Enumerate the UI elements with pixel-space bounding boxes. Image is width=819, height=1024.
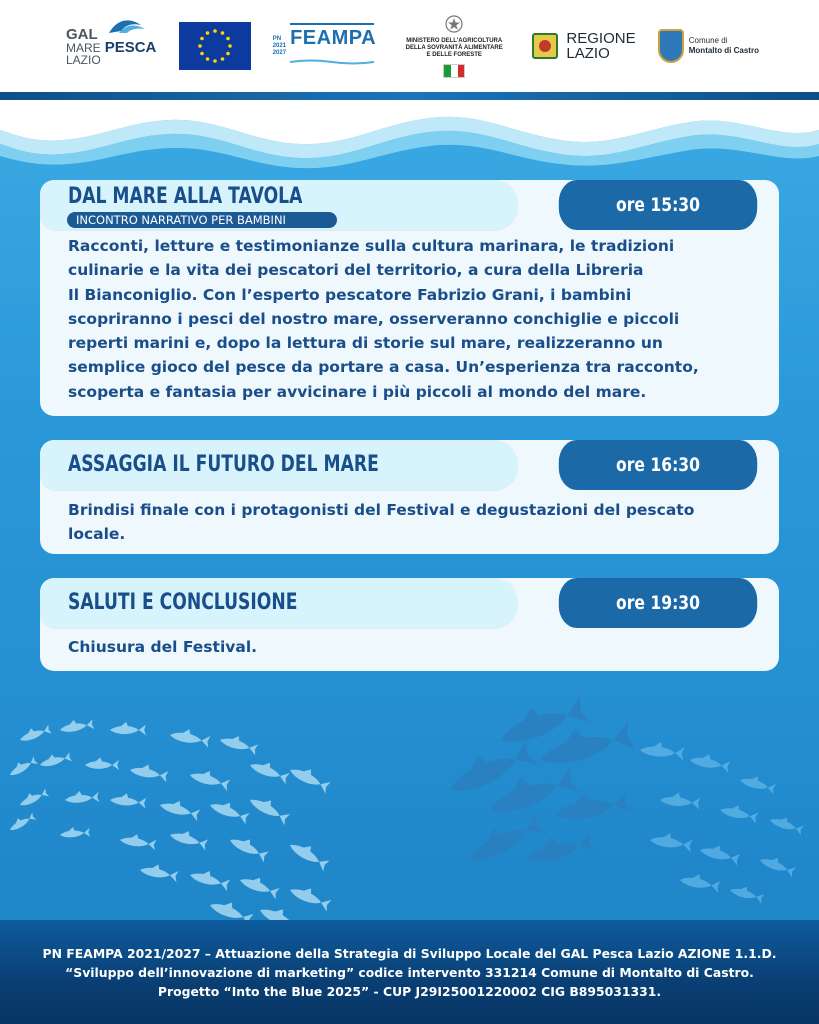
- fish-icon: [729, 883, 765, 904]
- footer-line-3: Progetto “Into the Blue 2025” - CUP J29I25001220002 CIG B895031331.: [157, 983, 662, 999]
- event-1-line: scoperta e fantasia per avvicinare i più piccoli al mondo del mare.: [68, 382, 647, 401]
- event-1-line: scopriranno i pesci del nostro mare, osserveranno conchiglie e piccoli: [68, 309, 680, 328]
- fish-icon: [17, 786, 49, 809]
- event-card-1: [40, 180, 779, 416]
- eu-star-icon: [226, 52, 230, 56]
- gal-line3: LAZIO: [66, 52, 101, 67]
- fish-icon: [238, 872, 281, 900]
- event-1-title: DAL MARE ALLA TAVOLA: [68, 184, 303, 209]
- eu-star-icon: [205, 31, 209, 35]
- eu-star-icon: [200, 37, 204, 41]
- fish-icon: [18, 722, 52, 744]
- comune-line2: Montalto di Castro: [688, 46, 759, 55]
- eu-star-icon: [220, 57, 224, 61]
- funding-footer: [0, 920, 819, 1024]
- fish-icon: [59, 826, 90, 840]
- fish-icon: [7, 811, 36, 834]
- gal-pesca-label: PESCA: [104, 38, 157, 56]
- feampa-years-mid: 2021: [272, 42, 287, 49]
- fish-icon: [288, 881, 333, 911]
- fish-icon: [110, 792, 147, 809]
- fish-icon: [287, 837, 331, 872]
- fish-icon: [287, 761, 332, 793]
- gal-pesca-logo: [66, 27, 156, 66]
- event-3-title: SALUTI E CONCLUSIONE: [68, 590, 298, 615]
- fish-icon: [208, 797, 251, 825]
- ministero-logo: [398, 14, 510, 78]
- italian-emblem-icon: [444, 14, 464, 34]
- event-1-description: [68, 234, 745, 404]
- event-3-time: ore 19:30: [559, 578, 757, 628]
- fish-icon: [59, 717, 95, 735]
- fish-icon: [219, 732, 259, 756]
- gal-line1: GAL: [66, 25, 98, 43]
- fish-icon: [169, 726, 211, 748]
- event-3-line: Chiusura del Festival.: [68, 638, 258, 656]
- fish-icon: [659, 791, 700, 809]
- gal-line2: MARE: [66, 40, 101, 55]
- eu-star-icon: [226, 37, 230, 41]
- eu-star-icon: [205, 57, 209, 61]
- feampa-logo: [273, 23, 376, 69]
- event-2-line: locale.: [68, 525, 126, 544]
- fish-icon: [247, 792, 291, 826]
- fish-icon: [552, 785, 631, 826]
- fish-icon: [649, 831, 693, 852]
- regione-line2: LAZIO: [566, 45, 610, 62]
- eu-star-icon: [220, 31, 224, 35]
- fish-icon: [768, 813, 804, 836]
- footer-line-1: PN FEAMPA 2021/2027 – Attuazione della Strategia di Sviluppo Locale del GAL Pesca Lazio AZIONE 1.1.D.: [42, 945, 777, 961]
- event-card-3: [40, 578, 779, 671]
- event-2-description: [68, 498, 745, 547]
- event-1-line: Il Bianconiglio. Con l’esperto pescatore Fabrizio Grani, i bambini: [68, 285, 632, 304]
- fish-icon: [639, 740, 684, 760]
- event-card-2: [40, 440, 779, 554]
- eu-flag-icon: [179, 22, 251, 70]
- italian-flag-icon: [443, 64, 465, 78]
- event-3-description: [68, 635, 745, 659]
- event-1-line: culinarie e la vita dei pescatori del territorio, a cura della Libreria: [68, 261, 644, 280]
- eu-star-icon: [200, 52, 204, 56]
- fish-icon: [188, 766, 231, 791]
- fish-icon: [169, 827, 209, 851]
- comune-line1: Comune di: [688, 36, 728, 45]
- feampa-wave-icon: [290, 59, 374, 65]
- fish-icon: [679, 871, 721, 893]
- ministero-line1: MINISTERO DELL'AGRICOLTURA: [406, 38, 503, 44]
- regione-line1: REGIONE: [566, 30, 636, 47]
- comune-crest-icon: [658, 29, 684, 63]
- fish-icon: [699, 841, 741, 865]
- event-1-line: Racconti, letture e testimonianze sulla cultura marinara, le tradizioni: [68, 237, 675, 255]
- fish-icon: [188, 866, 231, 891]
- feampa-years-top: PN: [272, 35, 282, 42]
- eu-star-icon: [213, 59, 217, 63]
- fish-icon: [208, 896, 255, 920]
- event-2-line: Brindisi finale con i protagonisti del Festival e degustazioni del pescato: [68, 501, 695, 519]
- fish-icon: [85, 757, 119, 770]
- eu-star-icon: [228, 44, 232, 48]
- event-1-time: ore 15:30: [559, 180, 757, 230]
- event-2-time: ore 16:30: [559, 440, 757, 490]
- fish-icon: [248, 757, 291, 785]
- fish-icon: [521, 827, 595, 870]
- ministero-line2: DELLA SOVRANITÀ ALIMENTARE: [405, 45, 503, 51]
- regione-lazio-logo: [532, 31, 635, 61]
- ministero-line3: E DELLE FORESTE: [426, 52, 482, 58]
- event-2-title: ASSAGGIA IL FUTURO DEL MARE: [68, 452, 379, 477]
- fish-icon: [7, 754, 39, 779]
- fish-icon: [158, 796, 201, 821]
- fish-icon: [64, 789, 99, 805]
- fish-icon: [739, 772, 777, 794]
- fish-icon: [38, 750, 72, 770]
- regione-crest-icon: [532, 33, 558, 59]
- footer-line-2: “Sviluppo dell’innovazione di marketing” codice intervento 331214 Comune di Montalto di Castro.: [65, 964, 754, 980]
- event-1-subtitle: INCONTRO NARRATIVO PER BAMBINI: [67, 212, 337, 228]
- fish-icon: [719, 802, 759, 824]
- fish-icon: [689, 751, 731, 773]
- header-divider: [0, 92, 819, 100]
- feampa-name: FEAMPA: [290, 27, 377, 49]
- fish-icon: [257, 901, 306, 920]
- feampa-years-bot: 2027: [272, 49, 287, 56]
- fish-icon: [758, 852, 796, 877]
- fish-icon: [139, 862, 179, 883]
- comune-logo: [658, 29, 759, 63]
- fish-icon: [119, 832, 157, 850]
- fish-icon: [129, 762, 169, 783]
- eu-star-icon: [213, 29, 217, 33]
- fish-icon: [227, 832, 270, 862]
- wave-logo-icon: [107, 15, 147, 37]
- event-1-line: semplice gioco del pesce da portare a casa. Un’esperienza tra racconto,: [68, 358, 699, 377]
- logo-bar: [0, 0, 819, 92]
- fish-icon: [110, 722, 146, 736]
- eu-star-icon: [198, 44, 202, 48]
- event-1-line: reperti marini e, dopo la lettura di storie sul mare, realizzeranno un: [68, 334, 663, 353]
